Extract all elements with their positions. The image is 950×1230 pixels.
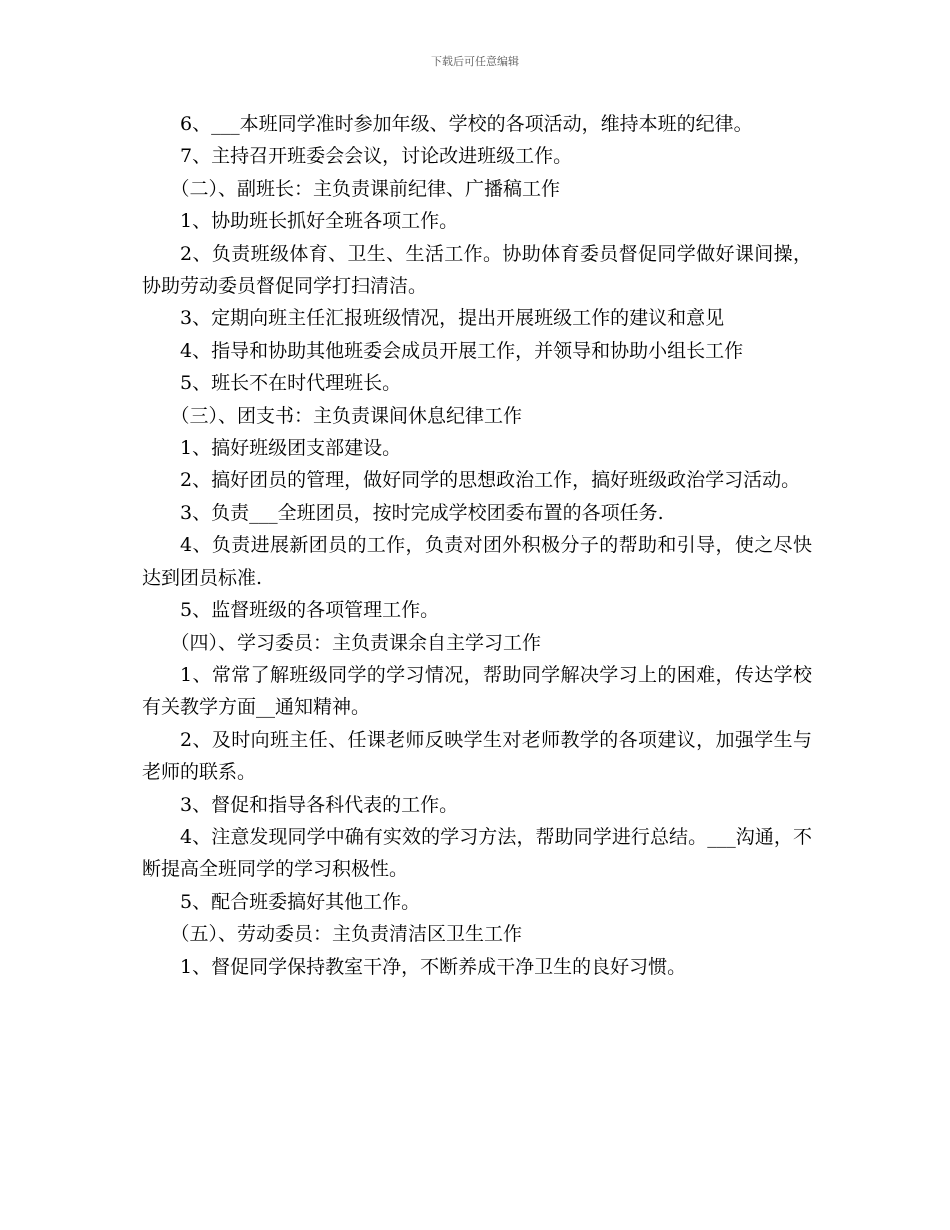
paragraph: 3、定期向班主任汇报班级情况，提出开展班级工作的建议和意见 xyxy=(180,307,725,330)
paragraph: 1、协助班长抓好全班各项工作。 xyxy=(180,210,459,233)
section-heading: （五）、劳动委员：主负责清洁区卫生工作 xyxy=(170,923,523,946)
paragraph: 7、主持召开班委会会议，讨论改进班级工作。 xyxy=(180,145,573,168)
paragraph: 1、搞好班级团支部建设。 xyxy=(180,437,402,460)
paragraph: 1、常常了解班级同学的学习情况，帮助同学解决学习上的困难，传达学校有关教学方面__通知精神。 xyxy=(142,663,812,719)
paragraph: 5、班长不在时代理班长。 xyxy=(180,372,402,395)
page-header-note: 下载后可任意编辑 xyxy=(431,55,519,68)
paragraph: 6、___本班同学准时参加年级、学校的各项活动，维持本班的纪律。 xyxy=(180,113,753,135)
paragraph: 4、指导和协助其他班委会成员开展工作，并领导和协助小组长工作 xyxy=(180,339,744,362)
paragraph: 5、监督班级的各项管理工作。 xyxy=(180,599,440,622)
paragraph: 4、注意发现同学中确有实效的学习方法，帮助同学进行总结。___沟通，不断提高全班同学的学习积极性。 xyxy=(142,825,812,881)
paragraph: 1、督促同学保持教室干净，不断养成干净卫生的良好习惯。 xyxy=(180,955,687,978)
document-body xyxy=(142,108,812,983)
paragraph: 3、督促和指导各科代表的工作。 xyxy=(180,793,459,816)
paragraph: 2、搞好团员的管理，做好同学的思想政治工作，搞好班级政治学习活动。 xyxy=(180,469,801,492)
section-heading: （四）、学习委员：主负责课余自主学习工作 xyxy=(170,631,542,654)
paragraph: 4、负责进展新团员的工作，负责对团外积极分子的帮助和引导，使之尽快达到团员标准. xyxy=(142,534,812,589)
paragraph: 5、配合班委搞好其他工作。 xyxy=(180,890,421,913)
section-heading: （二）、副班长：主负责课前纪律、广播稿工作 xyxy=(170,177,561,200)
paragraph: 2、及时向班主任、任课老师反映学生对老师教学的各项建议，加强学生与老师的联系。 xyxy=(142,728,812,784)
paragraph: 3、负责___全班团员，按时完成学校团委布置的各项任务. xyxy=(180,501,664,524)
section-heading: （三）、团支书：主负责课间休息纪律工作 xyxy=(170,404,523,427)
paragraph: 2、负责班级体育、卫生、生活工作。协助体育委员督促同学做好课间操，协助劳动委员督促同学打扫清洁。 xyxy=(142,242,812,298)
